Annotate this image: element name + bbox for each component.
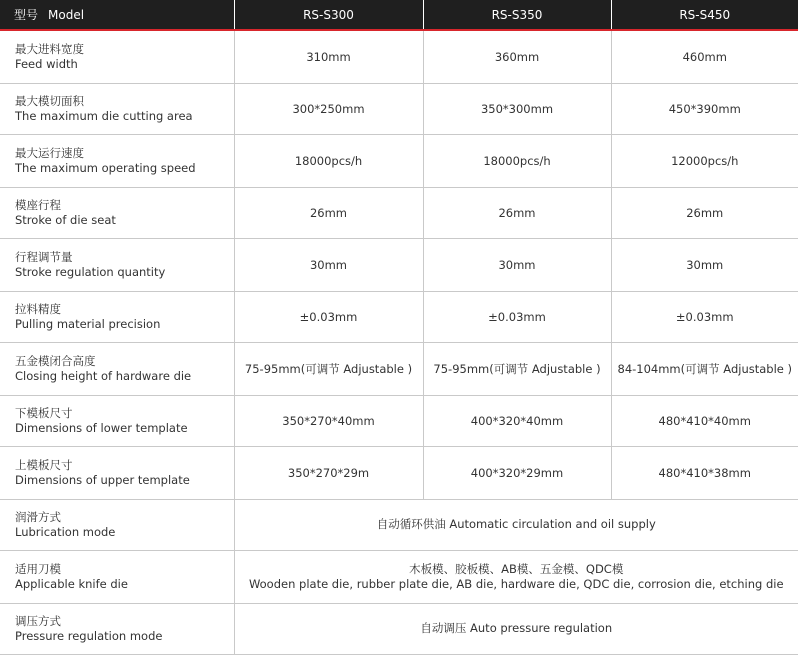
spec-row-stroke-regulation xyxy=(0,238,798,291)
label-cn: 拉料精度 xyxy=(15,302,234,317)
value-cell: 400*320*29mm xyxy=(423,446,611,499)
value-cell: 30mm xyxy=(423,238,611,291)
label-en: Stroke regulation quantity xyxy=(15,265,234,280)
row-label xyxy=(0,603,234,654)
label-cn: 适用刀模 xyxy=(15,562,234,577)
value-cell: 12000pcs/h xyxy=(611,134,798,187)
value-line: 自动循环供油 Automatic circulation and oil supply xyxy=(235,517,798,532)
value-cell: 26mm xyxy=(423,187,611,238)
row-label xyxy=(0,83,234,134)
row-label xyxy=(0,187,234,238)
spec-row-lower-template xyxy=(0,395,798,446)
model-label-en: Model xyxy=(48,8,84,22)
label-en: Feed width xyxy=(15,57,234,72)
label-en: The maximum die cutting area xyxy=(15,109,234,124)
label-en: Closing height of hardware die xyxy=(15,369,234,384)
spanned-value-cell xyxy=(234,603,798,654)
label-cn: 润滑方式 xyxy=(15,510,234,525)
spec-row-knife-die xyxy=(0,550,798,603)
row-label xyxy=(0,499,234,550)
value-cell: 18000pcs/h xyxy=(423,134,611,187)
row-label xyxy=(0,30,234,83)
value-cell: 310mm xyxy=(234,30,423,83)
label-cn: 五金模闭合高度 xyxy=(15,354,234,369)
label-en: Pulling material precision xyxy=(15,317,234,332)
value-cell: 350*270*40mm xyxy=(234,395,423,446)
spec-row-die-seat-stroke xyxy=(0,187,798,238)
value-cell: 350*270*29m xyxy=(234,446,423,499)
value-cell: 400*320*40mm xyxy=(423,395,611,446)
label-cn: 下模板尺寸 xyxy=(15,406,234,421)
label-en: Dimensions of upper template xyxy=(15,473,234,488)
header-model-rs-s300: RS-S300 xyxy=(234,0,423,30)
model-label-cn: 型号 xyxy=(14,8,38,22)
value-cell: 18000pcs/h xyxy=(234,134,423,187)
value-cell: 75-95mm(可调节 Adjustable ) xyxy=(423,342,611,395)
label-en: Pressure regulation mode xyxy=(15,629,234,644)
spec-row-die-cutting-area xyxy=(0,83,798,134)
header-model-label xyxy=(0,0,234,30)
row-label xyxy=(0,395,234,446)
label-cn: 上模板尺寸 xyxy=(15,458,234,473)
label-cn: 最大模切面积 xyxy=(15,94,234,109)
value-cell: 30mm xyxy=(611,238,798,291)
label-en: Stroke of die seat xyxy=(15,213,234,228)
label-cn: 最大运行速度 xyxy=(15,146,234,161)
label-cn: 调压方式 xyxy=(15,614,234,629)
value-line: 自动调压 Auto pressure regulation xyxy=(235,621,798,636)
spec-row-lubrication xyxy=(0,499,798,550)
value-cell: 480*410*40mm xyxy=(611,395,798,446)
row-label xyxy=(0,342,234,395)
row-label xyxy=(0,134,234,187)
row-label xyxy=(0,238,234,291)
value-line-cn: 木板模、胶板模、AB模、五金模、QDC模 xyxy=(235,562,798,577)
spec-row-feed-width xyxy=(0,30,798,83)
spec-row-pressure-regulation xyxy=(0,603,798,654)
value-cell: 460mm xyxy=(611,30,798,83)
value-cell: ±0.03mm xyxy=(234,291,423,342)
spanned-value-cell xyxy=(234,550,798,603)
value-cell: 26mm xyxy=(234,187,423,238)
spanned-value-cell xyxy=(234,499,798,550)
row-label xyxy=(0,550,234,603)
label-en: The maximum operating speed xyxy=(15,161,234,176)
spec-row-operating-speed xyxy=(0,134,798,187)
header-row xyxy=(0,0,798,30)
value-cell: 84-104mm(可调节 Adjustable ) xyxy=(611,342,798,395)
value-cell: 480*410*38mm xyxy=(611,446,798,499)
label-en: Applicable knife die xyxy=(15,577,234,592)
row-label xyxy=(0,446,234,499)
value-cell: 350*300mm xyxy=(423,83,611,134)
value-cell: ±0.03mm xyxy=(611,291,798,342)
value-cell: 450*390mm xyxy=(611,83,798,134)
header-model-rs-s350: RS-S350 xyxy=(423,0,611,30)
label-cn: 模座行程 xyxy=(15,198,234,213)
value-cell: 30mm xyxy=(234,238,423,291)
value-cell: 300*250mm xyxy=(234,83,423,134)
value-cell: 75-95mm(可调节 Adjustable ) xyxy=(234,342,423,395)
spec-row-hardware-die-height xyxy=(0,342,798,395)
spec-row-pulling-precision xyxy=(0,291,798,342)
header-model-rs-s450: RS-S450 xyxy=(611,0,798,30)
value-cell: ±0.03mm xyxy=(423,291,611,342)
value-cell: 26mm xyxy=(611,187,798,238)
spec-row-upper-template xyxy=(0,446,798,499)
label-en: Dimensions of lower template xyxy=(15,421,234,436)
label-cn: 行程调节量 xyxy=(15,250,234,265)
label-en: Lubrication mode xyxy=(15,525,234,540)
row-label xyxy=(0,291,234,342)
label-cn: 最大进料宽度 xyxy=(15,42,234,57)
value-cell: 360mm xyxy=(423,30,611,83)
value-line-en: Wooden plate die, rubber plate die, AB die, hardware die, QDC die, corrosion die, etching die xyxy=(235,577,798,592)
